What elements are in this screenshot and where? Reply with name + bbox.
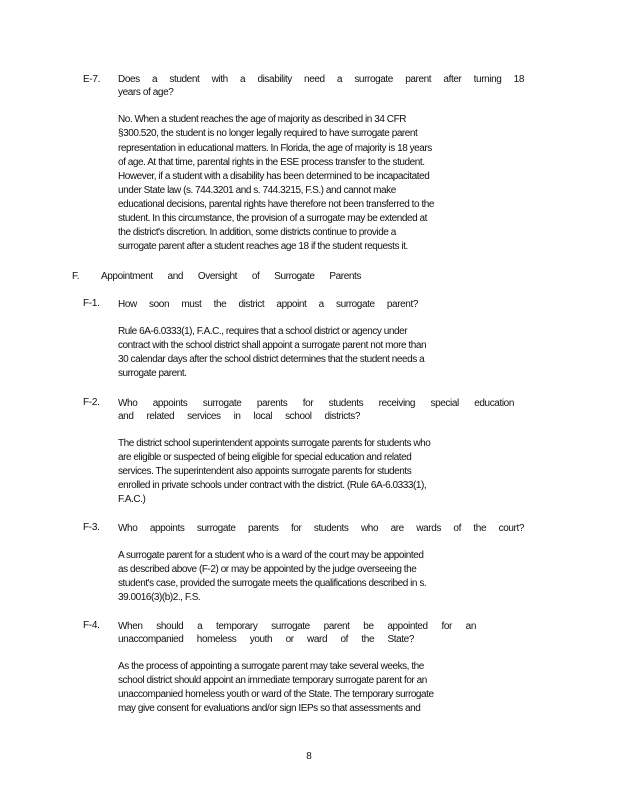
answer-line: services. The superintendent also appoints surrogate parents for students xyxy=(118,466,412,477)
answer-line: No. When a student reaches the age of majority as described in 34 CFR xyxy=(118,114,407,125)
answer-line: unaccompanied homeless youth or ward of the State. The temporary surrogate xyxy=(118,689,434,700)
question-number-f3: F-3. xyxy=(83,522,100,533)
answer-line: However, if a student with a disability has been determined to be incapacitated xyxy=(118,171,430,182)
question-number-f2: F-2. xyxy=(83,397,100,408)
answer-line: as described above (F-2) or may be appointed by the judge overseeing the xyxy=(118,564,417,575)
answer-line: F.A.C.) xyxy=(118,494,146,505)
answer-line: the district's discretion. In addition, some districts continue to provide a xyxy=(118,227,396,238)
question-f3-line1: Who appoints surrogate parents for students who are wards of the court? xyxy=(118,523,524,534)
question-f4-line1: When should a temporary surrogate parent be appointed for an xyxy=(118,621,476,632)
answer-line: may give consent for evaluations and/or sign IEPs so that assessments and xyxy=(118,703,421,714)
answer-line: 30 calendar days after the school district determines that the student needs a xyxy=(118,354,425,365)
answer-line: school district should appoint an immediate temporary surrogate parent for an xyxy=(118,675,427,686)
answer-line: Rule 6A-6.0333(1), F.A.C., requires that a school district or agency under xyxy=(118,326,408,337)
section-title-f: Appointment and Oversight of Surrogate Parents xyxy=(101,271,361,282)
question-e7-line2: years of age? xyxy=(118,87,174,98)
answer-line: The district school superintendent appoints surrogate parents for students who xyxy=(118,438,431,449)
answer-line: student. In this circumstance, the provision of a surrogate may be extended at xyxy=(118,213,427,224)
question-f4-line2: unaccompanied homeless youth or ward of the State? xyxy=(118,634,414,645)
answer-line: enrolled in private schools under contract with the district. (Rule 6A-6.0333(1), xyxy=(118,480,427,491)
answer-line: As the process of appointing a surrogate parent may take several weeks, the xyxy=(118,661,424,672)
question-e7-line1: Does a student with a disability need a surrogate parent after turning 18 xyxy=(118,74,524,85)
question-f2-line1: Who appoints surrogate parents for students receiving special education xyxy=(118,398,514,409)
answer-line: educational decisions, parental rights have therefore not been transferred to the xyxy=(118,199,434,210)
answer-line: 39.0016(3)(b)2., F.S. xyxy=(118,592,201,603)
section-number-f: F. xyxy=(72,271,80,282)
answer-line: surrogate parent. xyxy=(118,368,187,379)
question-number-f1: F-1. xyxy=(83,298,100,309)
answer-line: under State law (s. 744.3201 and s. 744.3215, F.S.) and cannot make xyxy=(118,185,396,196)
answer-line: student's case, provided the surrogate meets the qualifications described in s. xyxy=(118,578,427,589)
question-f1-line1: How soon must the district appoint a surrogate parent? xyxy=(118,299,418,310)
page-number: 8 xyxy=(306,751,312,762)
answer-line: A surrogate parent for a student who is a ward of the court may be appointed xyxy=(118,550,424,561)
question-f2-line2: and related services in local school districts? xyxy=(118,411,360,422)
answer-line: of age. At that time, parental rights in the ESE process transfer to the student. xyxy=(118,157,425,168)
answer-line: are eligible or suspected of being eligible for special education and related xyxy=(118,452,412,463)
question-number-e7: E-7. xyxy=(83,74,101,85)
question-number-f4: F-4. xyxy=(83,620,100,631)
answer-line: §300.520, the student is no longer legally required to have surrogate parent xyxy=(118,128,418,139)
answer-line: contract with the school district shall appoint a surrogate parent not more than xyxy=(118,340,427,351)
answer-line: surrogate parent after a student reaches age 18 if the student requests it. xyxy=(118,241,408,252)
answer-line: representation in educational matters. In Florida, the age of majority is 18 years xyxy=(118,143,432,154)
